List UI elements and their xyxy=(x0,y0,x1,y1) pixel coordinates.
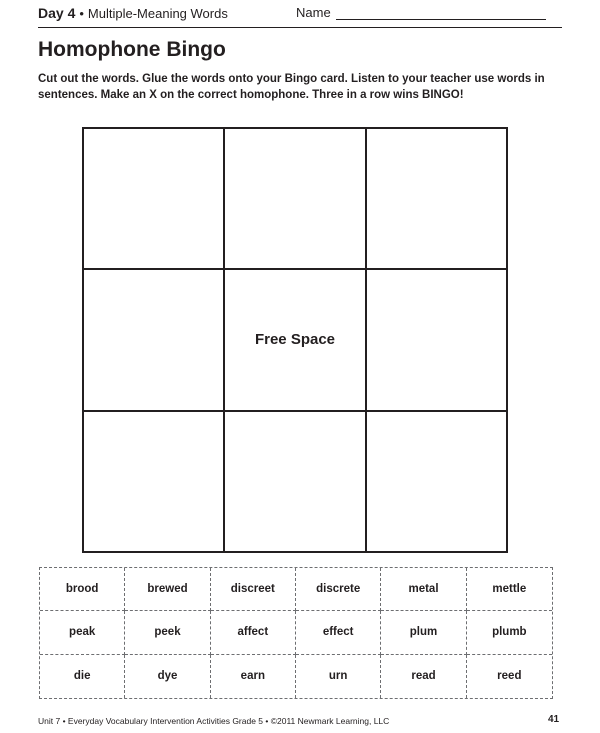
bingo-cell[interactable] xyxy=(83,128,224,269)
bingo-card xyxy=(82,127,508,553)
word-card[interactable]: plumb xyxy=(467,611,552,654)
page-title: Homophone Bingo xyxy=(38,38,226,61)
word-card[interactable]: die xyxy=(40,655,125,698)
bingo-free-space xyxy=(224,269,365,410)
bingo-cell[interactable] xyxy=(83,269,224,410)
bingo-cell[interactable] xyxy=(83,411,224,552)
word-cutout-grid xyxy=(39,567,553,699)
header-bullet: • xyxy=(79,6,84,21)
bingo-cell[interactable] xyxy=(366,269,507,410)
word-card[interactable]: discrete xyxy=(296,568,381,611)
word-card[interactable]: effect xyxy=(296,611,381,654)
name-line[interactable] xyxy=(336,19,546,20)
footer-credit: Unit 7 • Everyday Vocabulary Intervention Activities Grade 5 • ©2011 Newmark Learning, LLC xyxy=(38,716,390,726)
word-card[interactable]: brood xyxy=(40,568,125,611)
word-card[interactable]: affect xyxy=(211,611,296,654)
day-label: Day 4 xyxy=(38,5,76,21)
word-card[interactable]: peek xyxy=(125,611,210,654)
word-card[interactable]: discreet xyxy=(211,568,296,611)
free-space-label: Free Space xyxy=(254,331,336,349)
word-card[interactable]: plum xyxy=(381,611,466,654)
word-card[interactable]: read xyxy=(381,655,466,698)
word-card[interactable]: earn xyxy=(211,655,296,698)
topic-label: Multiple-Meaning Words xyxy=(87,6,228,21)
word-card[interactable]: mettle xyxy=(467,568,552,611)
bingo-cell[interactable] xyxy=(366,411,507,552)
word-card[interactable]: peak xyxy=(40,611,125,654)
word-card[interactable]: brewed xyxy=(125,568,210,611)
page-header xyxy=(38,4,558,22)
header-divider xyxy=(38,27,562,28)
word-card[interactable]: urn xyxy=(296,655,381,698)
bingo-cell[interactable] xyxy=(224,411,365,552)
name-area xyxy=(296,4,331,22)
word-card[interactable]: dye xyxy=(125,655,210,698)
instructions: Cut out the words. Glue the words onto your Bingo card. Listen to your teacher use words in sentences. Make an X on the correct homophone. Three in a row wins BINGO! xyxy=(38,73,545,101)
bingo-cell[interactable] xyxy=(224,128,365,269)
name-label: Name xyxy=(296,5,331,20)
word-card[interactable]: metal xyxy=(381,568,466,611)
bingo-cell[interactable] xyxy=(366,128,507,269)
page-number: 41 xyxy=(548,714,560,725)
word-card[interactable]: reed xyxy=(497,670,522,683)
